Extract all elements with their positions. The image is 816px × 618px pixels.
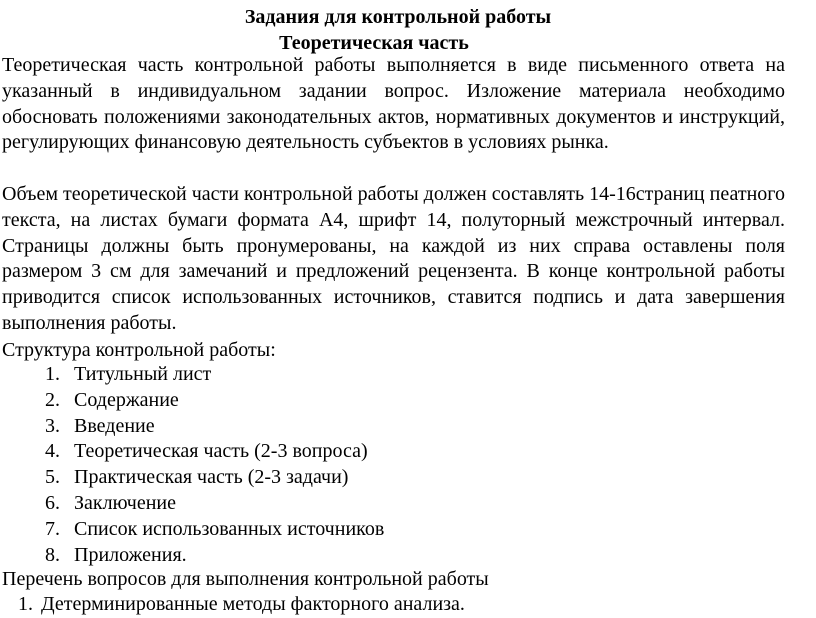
document-title: Задания для контрольной работы (244, 6, 552, 28)
list-item-text: Содержание (74, 388, 179, 411)
questions-heading: Перечень вопросов для выполнения контрольной работы (2, 568, 489, 590)
list-item-text: Заключение (74, 491, 176, 514)
list-item-number: 3. (45, 414, 60, 437)
list-item-text: Приложения. (74, 543, 187, 566)
question-text: Детерминированные методы факторного анализа. (41, 593, 465, 615)
list-item-text: Список использованных источников (74, 517, 385, 540)
list-item-number: 7. (45, 517, 60, 540)
list-item-number: 2. (45, 388, 60, 411)
list-item-text: Практическая часть (2-3 задачи) (74, 466, 349, 489)
list-item-text: Титульный лист (74, 363, 212, 385)
section-subtitle: Теоретическая часть (279, 32, 469, 54)
paragraph-volume-requirements: Объем теоретической части контрольной работы должен составлять 14-16страниц пеатного текста, на листах бумаги формата А4, шрифт 14, полуторный межстрочный интервал. Страницы должны быть пронумерованы, на каждой из них справа оставлены поля размером 3 см для замечаний и предложений рецензента. В конце контрольной работы приводится список использованных источников, ставится подпись и дата завершения выполнения работы. (2, 183, 785, 334)
list-item-number: 6. (45, 491, 60, 514)
list-item-number: 8. (45, 543, 60, 566)
list-item-number: 5. (45, 466, 60, 489)
list-item-text: Теоретическая часть (2-3 вопроса) (74, 440, 368, 463)
list-item-number: 1. (45, 363, 60, 385)
list-item-number: 4. (45, 440, 60, 463)
question-number: 1. (18, 593, 33, 615)
question-item (18, 592, 465, 618)
paragraph-theory-description: Теоретическая часть контрольной работы выполняется в виде письменного ответа на указанный в индивидуальном задании вопрос. Изложение материала необходимо обосновать положениями законодательных актов, нормативных документов и инструкций, регулирующих финансовую деятельность субъектов в условиях рынка. (2, 54, 785, 154)
list-item-text: Введение (74, 414, 155, 437)
structure-heading: Структура контрольной работы: (2, 339, 276, 361)
